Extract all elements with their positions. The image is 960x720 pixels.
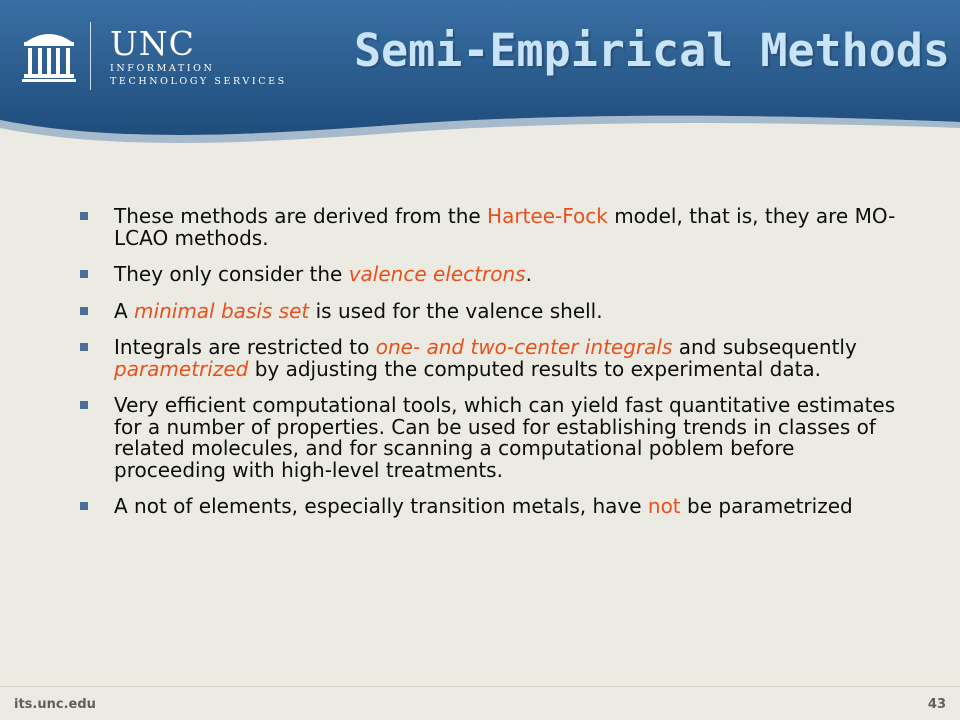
bullet-text: and subsequently (672, 335, 857, 359)
old-well-icon (20, 24, 78, 84)
bullet-list (80, 206, 910, 533)
square-bullet-icon (80, 502, 88, 510)
bullet-text: A not of elements, especially transition metals, have (114, 494, 648, 518)
highlighted-term: Hartee-Fock (487, 204, 608, 228)
logo-line-technology-services: TECHNOLOGY SERVICES (110, 76, 287, 87)
highlighted-term: parametrized (114, 356, 249, 381)
footer-divider (0, 686, 960, 687)
bullet-text: by adjusting the computed results to experimental data. (248, 356, 822, 381)
square-bullet-icon (80, 343, 88, 351)
bullet-text: . (525, 262, 532, 286)
footer-site: its.unc.edu (14, 697, 96, 712)
bullet-item (80, 395, 910, 481)
square-bullet-icon (80, 401, 88, 409)
bullet-text: These methods are derived from the (114, 204, 488, 228)
unc-its-logo (18, 22, 287, 88)
bullet-text: They only consider the (114, 262, 349, 286)
slide-title: Semi-Empirical Methods (353, 24, 950, 77)
bullet-text: Integrals are restricted to (114, 335, 376, 359)
bullet-text: A (114, 298, 135, 323)
highlighted-term: one- and two-center integrals (375, 335, 673, 359)
bullet-item (80, 264, 910, 286)
bullet-text: Very efficient computational tools, which can yield fast quantitative estimates for a number of properties. Can be used for establishing trends in classes of related molecules, and for scanning a computational poblem before proceeding with high-level treatments. (114, 393, 896, 482)
square-bullet-icon (80, 307, 88, 315)
bullet-text: is used for the valence shell. (309, 298, 603, 323)
square-bullet-icon (80, 270, 88, 278)
bullet-text: model, that is, they are MO-LCAO methods. (114, 204, 896, 250)
highlighted-term: not (647, 494, 681, 518)
logo-subtitle (110, 62, 287, 88)
bullet-item (80, 337, 910, 380)
highlighted-term: minimal basis set (134, 298, 310, 323)
page-number: 43 (927, 697, 946, 712)
bullet-item (80, 496, 910, 518)
logo-unc-text: UNC (110, 24, 195, 63)
bullet-item (80, 298, 910, 323)
highlighted-term: valence electrons (348, 262, 526, 286)
bullet-text: be parametrized (680, 494, 853, 518)
square-bullet-icon (80, 212, 88, 220)
logo-line-information: INFORMATION (110, 63, 215, 74)
logo-divider (90, 22, 91, 90)
bullet-item (80, 206, 910, 249)
